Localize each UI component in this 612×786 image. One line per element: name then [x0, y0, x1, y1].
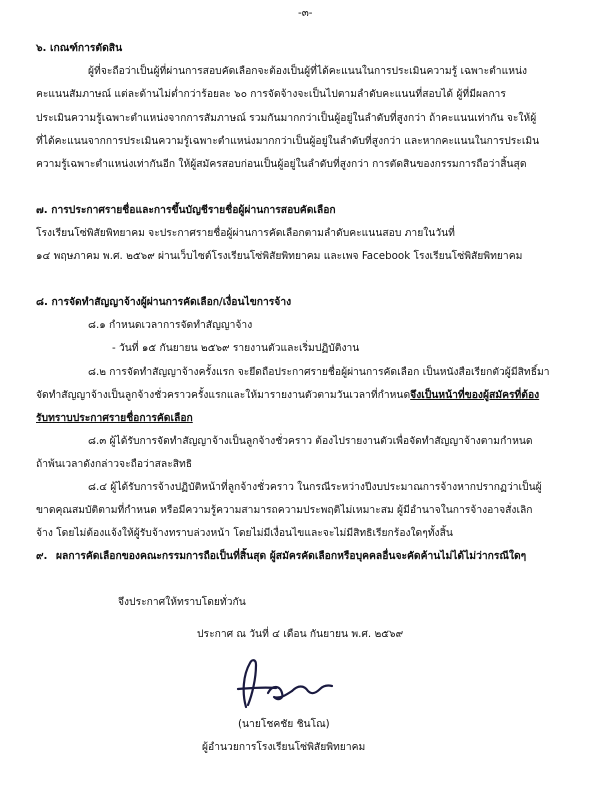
section-8-4-line: จ้าง โดยไม่ต้องแจ้งให้ผู้รับจ้างทราบล่วงหน้า โดยไม่มีเงื่อนไขและจะไม่มีสิทธิเรียกร้องใดๆทั้งสิ้น	[36, 527, 453, 539]
signer-name: (นายโชคชัย ชินโณ)	[238, 718, 330, 730]
section-6-line: ประเมินความรู้เฉพาะตำแหน่งจากการสัมภาษณ์ รวมกันมากกว่าเป็นผู้อยู่ในลำดับที่สูงกว่า ถ้าคะแนนเท่ากัน จะให้ผู้	[36, 112, 537, 124]
page-number: -๓-	[298, 7, 313, 19]
announce-date: ประกาศ ณ วันที่ ๔ เดือน กันยายน พ.ศ. ๒๕๖๙	[197, 628, 404, 640]
section-8-3-line: ถ้าพ้นเวลาดังกล่าวจะถือว่าสละสิทธิ	[36, 458, 193, 470]
section-8-2-emphasis-cont: รับทราบประกาศรายชื่อการคัดเลือก	[36, 412, 193, 424]
section-8-2-line: ๘.๒ การจัดทำสัญญาจ้างครั้งแรก จะยึดถือประกาศรายชื่อผู้ผ่านการคัดเลือก เป็นหนังสือเรียกตัวผู้มีสิทธิ์มา	[88, 366, 550, 378]
section-8-1-title: ๘.๑ กำหนดเวลาการจัดทำสัญญาจ้าง	[88, 319, 253, 331]
section-8-2-emphasis: จึงเป็นหน้าที่ของผู้สมัครที่ต้อง	[410, 389, 540, 401]
section-6-line: ที่ได้คะแนนจากการประเมินความรู้เฉพาะตำแหน่งมากกว่าเป็นผู้อยู่ในลำดับที่สูงกว่า และหากคะแนนในการประเมิน	[36, 135, 540, 147]
section-8-4-line: ๘.๔ ผู้ได้รับการจ้างปฏิบัติหน้าที่ลูกจ้างชั่วคราว ในกรณีระหว่างปีงบประมาณการจ้างหากปรากฏว่าเป็นผู้	[88, 481, 542, 493]
signer-position: ผู้อำนวยการโรงเรียนโซ่พิสัยพิทยาคม	[202, 741, 366, 753]
section-9-text: ผลการคัดเลือกของคณะกรรมการถือเป็นที่สิ้นสุด ผู้สมัครคัดเลือกหรือบุคคลอื่นจะคัดค้านไม่ได้ไม่ว่ากรณีใดๆ	[56, 550, 527, 562]
section-8-2-plain-text: จัดทำสัญญาจ้างเป็นลูกจ้างชั่วคราวครั้งแรกและให้มารายงานตัวตามวันเวลาที่กำหนด	[36, 389, 411, 401]
section-6-line: คะแนนสัมภาษณ์ แต่ละด้านไม่ต่ำกว่าร้อยละ ๖๐ การจัดจ้างจะเป็นไปตามลำดับคะแนนที่สอบได้ ผู้ที่มีผลการ	[36, 88, 506, 100]
section-7-line: โรงเรียนโซ่พิสัยพิทยาคม จะประกาศรายชื่อผู้ผ่านการคัดเลือกตามลำดับคะแนนสอบ ภายในวันที่	[36, 227, 455, 239]
section-8-4-line: ขาดคุณสมบัติตามที่กำหนด หรือมีความรู้ความสามารถความประพฤติไม่เหมาะสม ผู้มีอำนาจในการจ้างอาจสั่งเลิก	[36, 504, 533, 516]
section-8-2-line	[36, 388, 539, 402]
section-7-line: ๑๔ พฤษภาคม พ.ศ. ๒๕๖๙ ผ่านเว็บไซต์โรงเรียนโซ่พิสัยพิทยาคม และเพจ Facebook โรงเรียนโซ่พิสัยพิทยาคม	[36, 250, 523, 262]
section-9-number: ๙.	[36, 550, 48, 562]
section-6-heading: ๖. เกณฑ์การตัดสิน	[36, 42, 123, 54]
section-6-line: ความรู้เฉพาะตำแหน่งเท่ากันอีก ให้ผู้สมัครสอบก่อนเป็นผู้อยู่ในลำดับที่สูงกว่า การตัดสินของกรรมการถือว่าสิ้นสุด	[36, 158, 527, 170]
section-8-1-detail: - วันที่ ๑๕ กันยายน ๒๕๖๙ รายงานตัวและเริ่มปฏิบัติงาน	[112, 342, 360, 354]
section-8-heading: ๘. การจัดทำสัญญาจ้างผู้ผ่านการคัดเลือก/เงื่อนไขการจ้าง	[36, 296, 292, 308]
signature-image	[228, 655, 338, 711]
section-7-heading: ๗. การประกาศรายชื่อและการขึ้นบัญชีรายชื่อผู้ผ่านการสอบคัดเลือก	[36, 204, 336, 216]
section-6-line: ผู้ที่จะถือว่าเป็นผู้ที่ผ่านการสอบคัดเลือกจะต้องเป็นผู้ที่ได้คะแนนในการประเมินความรู้ เฉพาะตำแหน่ง	[88, 65, 528, 77]
closing-text: จึงประกาศให้ทราบโดยทั่วกัน	[118, 596, 246, 608]
section-8-3-line: ๘.๓ ผู้ได้รับการจัดทำสัญญาจ้างเป็นลูกจ้างชั่วคราว ต้องไปรายงานตัวเพื่อจัดทำสัญญาจ้างตามกำหนด	[88, 435, 533, 447]
